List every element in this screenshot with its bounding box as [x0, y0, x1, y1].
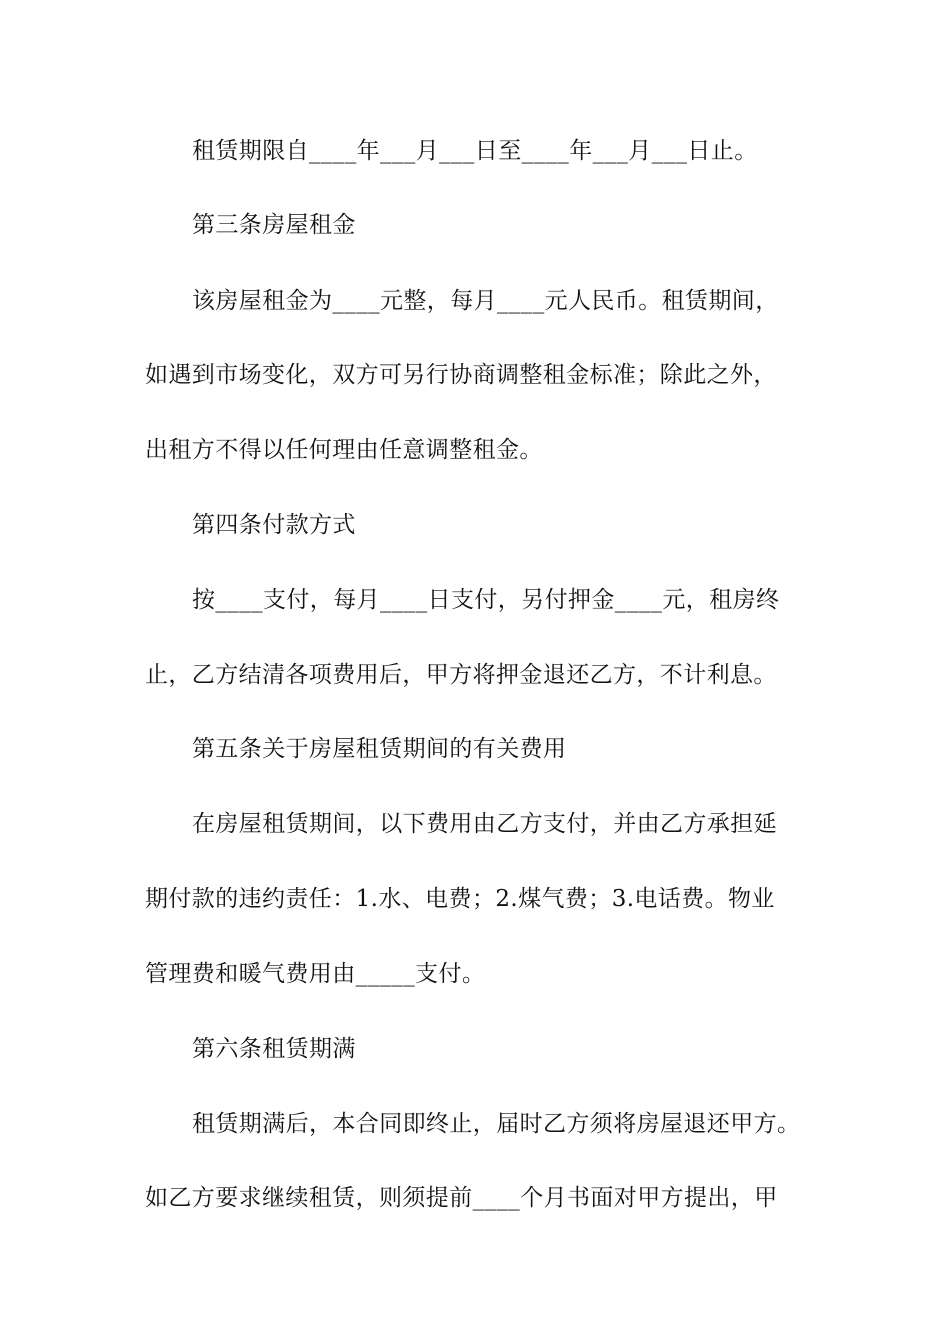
payment-paragraph-line-2: 止，乙方结清各项费用后，甲方将押金退还乙方，不计利息。 [145, 662, 777, 688]
fees-paragraph-line-1: 在房屋租赁期间，以下费用由乙方支付，并由乙方承担延 [192, 811, 777, 837]
fees-paragraph-line-2: 期付款的违约责任：1.水、电费；2.煤气费；3.电话费。物业 [145, 886, 775, 912]
fees-paragraph-line-3: 管理费和暖气费用由_____支付。 [145, 961, 486, 987]
rent-paragraph-line-1: 该房屋租金为____元整，每月____元人民币。租赁期间， [192, 288, 779, 314]
payment-paragraph-line-1: 按____支付，每月____日支付，另付押金____元，租房终 [192, 587, 780, 613]
article-3-heading: 第三条房屋租金 [192, 212, 356, 238]
lease-term-line: 租赁期限自____年___月___日至____年___月___日止。 [192, 138, 758, 164]
article-4-heading: 第四条付款方式 [192, 512, 356, 538]
rent-paragraph-line-2: 如遇到市场变化，双方可另行协商调整租金标准；除此之外， [145, 362, 777, 388]
rent-paragraph-line-3: 出租方不得以任何理由任意调整租金。 [145, 437, 543, 463]
expiry-paragraph-line-2: 如乙方要求继续租赁，则须提前____个月书面对甲方提出，甲 [145, 1185, 778, 1211]
article-5-heading: 第五条关于房屋租赁期间的有关费用 [192, 736, 567, 762]
article-6-heading: 第六条租赁期满 [192, 1036, 356, 1062]
expiry-paragraph-line-1: 租赁期满后，本合同即终止，届时乙方须将房屋退还甲方。 [192, 1111, 801, 1137]
